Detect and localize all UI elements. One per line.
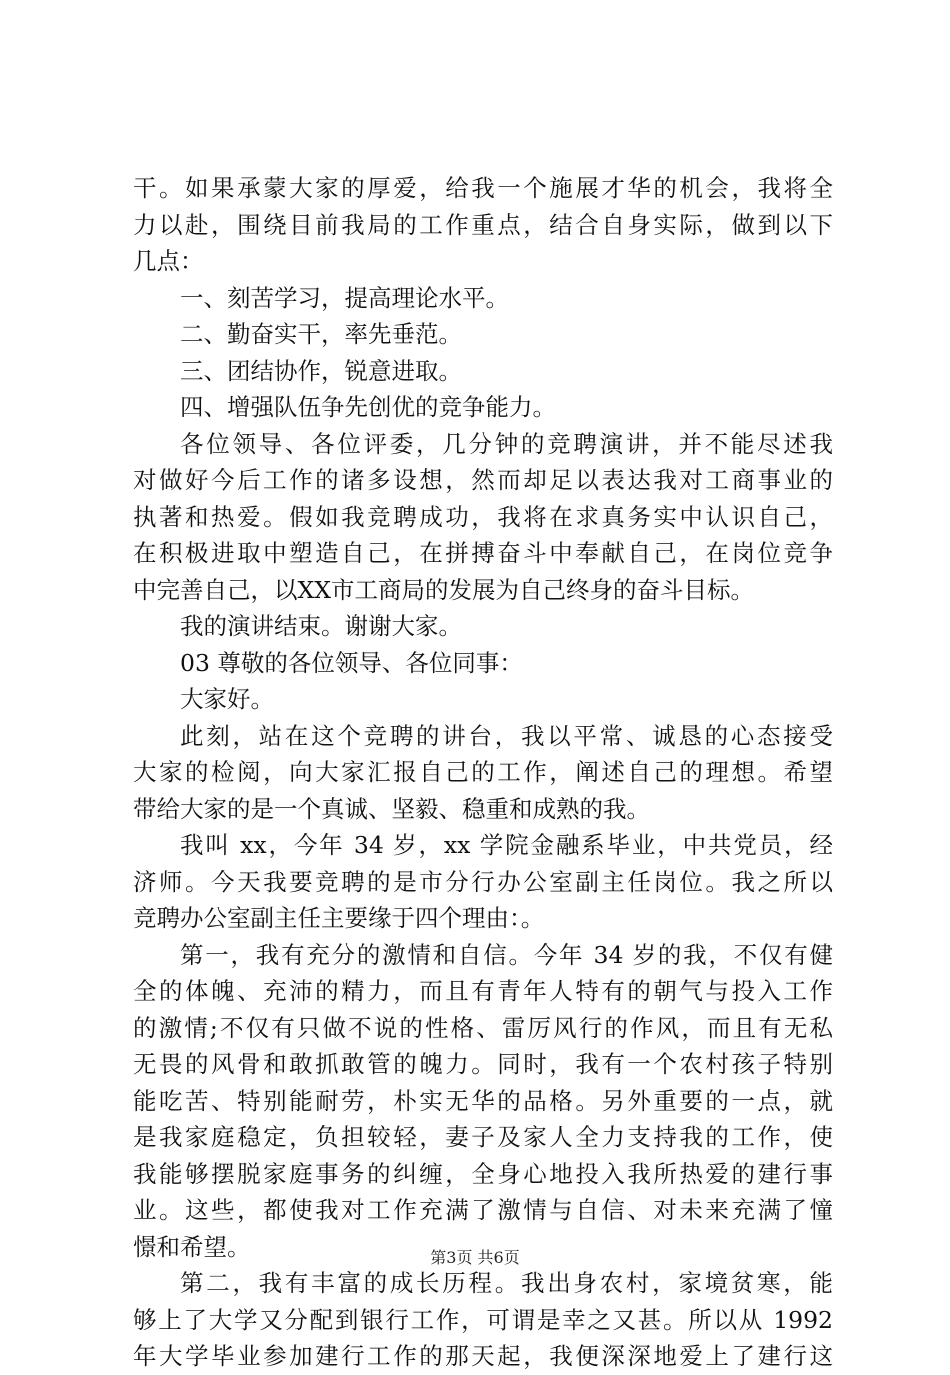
text-line: 带给大家的是一个真诚、坚毅、稳重和成熟的我。	[133, 794, 650, 823]
text-line: 第一，我有充分的激情和自信。今年 34 岁的我，不仅有健	[180, 940, 833, 969]
text-line: 干。如果承蒙大家的厚爱，给我一个施展才华的机会，我将全	[133, 174, 833, 202]
text-line: 各位领导、各位评委，几分钟的竞聘演讲，并不能尽述我	[180, 429, 833, 458]
text-line: 在积极进取中塑造自己，在拼搏奋斗中奉献自己，在岗位竞争	[133, 539, 833, 567]
text-line: 对做好今后工作的诸多设想，然而却足以表达我对工商事业的	[133, 466, 833, 494]
text-line: 几点：	[133, 247, 204, 275]
text-line: 中完善自己，以XX市工商局的发展为自己终身的奋斗目标。	[133, 575, 754, 604]
text-line: 大家的检阅，向大家汇报自己的工作，阐述自己的理想。希望	[133, 758, 833, 786]
text-line: 全的体魄、充沛的精力，而且有青年人特有的朝气与投入工作	[133, 977, 833, 1005]
text-line: 此刻，站在这个竞聘的讲台，我以平常、诚恳的心态接受	[180, 721, 833, 750]
text-line: 执著和热爱。假如我竞聘成功，我将在求真务实中认识自己，	[133, 502, 833, 531]
text-line: 二、勤奋实干，率先垂范。	[180, 320, 462, 348]
text-line: 业。这些，都使我对工作充满了激情与自信、对未来充满了憧	[133, 1196, 833, 1224]
text-line: 能吃苦、特别能耐劳，朴实无华的品格。另外重要的一点，就	[133, 1086, 833, 1115]
text-line: 大家好。	[180, 685, 274, 713]
text-line: 我能够摆脱家庭事务的纠缠，全身心地投入我所热爱的建行事	[133, 1159, 833, 1188]
text-line: 是我家庭稳定，负担较轻，妻子及家人全力支持我的工作，使	[133, 1123, 833, 1151]
text-line: 我叫 xx，今年 34 岁，xx 学院金融系毕业，中共党员，经	[180, 831, 833, 859]
text-line: 憬和希望。	[133, 1232, 251, 1261]
text-line: 四、增强队伍争先创优的竞争能力。	[180, 393, 556, 421]
page-footer: 第3页 共6页	[430, 1248, 520, 1267]
text-line: 一、刻苦学习，提高理论水平。	[180, 283, 509, 312]
document-body	[133, 170, 833, 1375]
text-line: 年大学毕业参加建行工作的那天起，我便深深地爱上了建行这	[133, 1342, 833, 1370]
text-line: 竞聘办公室副主任主要缘于四个理由：。	[133, 904, 545, 932]
text-line: 03 尊敬的各位领导、各位同事：	[180, 648, 523, 677]
text-line: 的激情;不仅有只做不说的性格、雷厉风行的作风，而且有无私	[133, 1013, 833, 1042]
text-line: 我的演讲结束。谢谢大家。	[180, 612, 462, 640]
text-line: 第二，我有丰富的成长历程。我出身农村，家境贫寒，能	[180, 1269, 833, 1297]
text-line: 力以赴，围绕目前我局的工作重点，结合自身实际，做到以下	[133, 210, 833, 239]
text-line: 够上了大学又分配到银行工作，可谓是幸之又甚。所以从 1992	[133, 1305, 833, 1334]
text-line: 三、团结协作，锐意进取。	[180, 356, 462, 385]
text-line: 济师。今天我要竞聘的是市分行办公室副主任岗位。我之所以	[133, 867, 833, 896]
text-line: 无畏的风骨和敢抓敢管的魄力。同时，我有一个农村孩子特别	[133, 1050, 833, 1078]
